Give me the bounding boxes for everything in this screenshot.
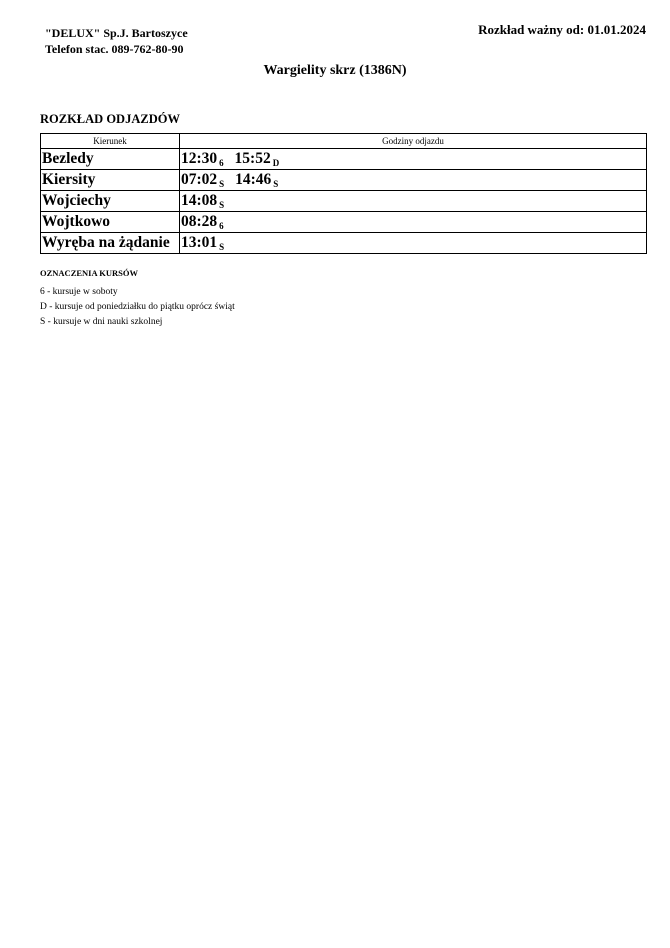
departure-time: 14:46 — [235, 171, 272, 188]
legend-item: S - kursuje w dni nauki szkolnej — [40, 317, 163, 327]
table-row — [41, 170, 647, 191]
departure-mark: S — [273, 179, 279, 189]
departure-times-cell — [180, 170, 647, 191]
departure-time: 14:08 — [181, 192, 218, 209]
company-phone: Telefon stac. 089-762-80-90 — [45, 42, 184, 56]
departure — [235, 171, 278, 188]
departure-mark: S — [219, 179, 225, 189]
company-info — [45, 25, 188, 57]
departure-mark: D — [272, 158, 280, 168]
table-row — [41, 212, 647, 233]
departure-time: 07:02 — [181, 171, 218, 188]
legend-item: 6 - kursuje w soboty — [40, 287, 118, 297]
departure-time: 13:01 — [181, 234, 218, 251]
direction-cell: Kiersity — [41, 170, 180, 191]
legend — [40, 285, 235, 330]
direction-cell: Wyręba na żądanie — [41, 233, 180, 254]
direction-cell: Wojtkowo — [41, 212, 180, 233]
legend-item: D - kursuje od poniedziałku do piątku oprócz świąt — [40, 302, 235, 312]
departure — [181, 234, 224, 251]
direction-cell: Wojciechy — [41, 191, 180, 212]
departure-time: 08:28 — [181, 213, 218, 230]
direction-cell: Bezledy — [41, 149, 180, 170]
departure-time: 12:30 — [181, 150, 218, 167]
departure-mark: S — [219, 242, 225, 252]
table-row — [41, 233, 647, 254]
departure-time: 15:52 — [234, 150, 271, 167]
stop-title: Wargielity skrz (1386N) — [263, 63, 407, 78]
timetable-header-row — [41, 134, 647, 149]
departure — [181, 171, 224, 188]
timetable — [40, 133, 647, 254]
direction-column-header: Kierunek — [41, 134, 180, 149]
table-row — [41, 191, 647, 212]
departure — [181, 213, 224, 230]
departure — [181, 192, 224, 209]
times-column-header: Godziny odjazdu — [180, 134, 647, 149]
departure-times-cell — [180, 191, 647, 212]
company-name: "DELUX" Sp.J. Bartoszyce — [45, 26, 188, 40]
section-title: ROZKŁAD ODJAZDÓW — [40, 112, 180, 126]
table-row — [41, 149, 647, 170]
departure-mark: 6 — [219, 158, 224, 168]
departure-times-cell — [180, 233, 647, 254]
valid-from: Rozkład ważny od: 01.01.2024 — [478, 22, 646, 37]
departure — [181, 150, 224, 167]
departure-mark: S — [219, 200, 225, 210]
departure-times-cell — [180, 149, 647, 170]
departure-mark: 6 — [219, 221, 224, 231]
departure-times-cell — [180, 212, 647, 233]
departure — [235, 150, 280, 167]
legend-title: OZNACZENIA KURSÓW — [40, 268, 139, 278]
